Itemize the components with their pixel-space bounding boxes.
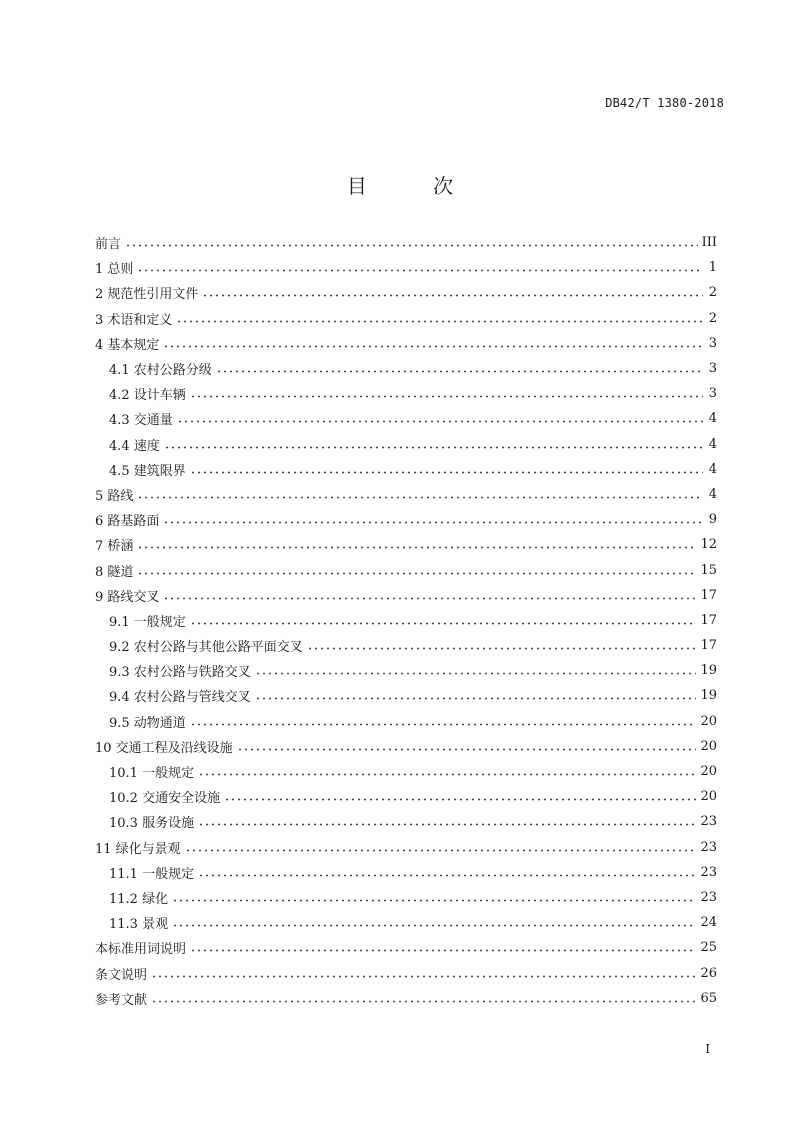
toc-entry[interactable] — [95, 406, 717, 431]
toc-entry-label: 6 路基路面 — [95, 514, 160, 530]
toc-entry-page: 24 — [700, 915, 717, 931]
dot-leader — [190, 949, 696, 952]
toc-entry-page: 1 — [708, 260, 717, 276]
toc-entry-label: 11.3 景观 — [109, 917, 169, 933]
toc-entry-label: 11 绿化与景观 — [95, 841, 181, 857]
dot-leader — [151, 1000, 696, 1003]
toc-entry-page: 2 — [708, 310, 717, 326]
page-title: 目 次 — [346, 174, 484, 198]
toc-entry-label: 7 桥涵 — [95, 539, 134, 555]
dot-leader — [172, 924, 696, 927]
toc-entry[interactable] — [95, 583, 717, 608]
toc-entry[interactable] — [95, 306, 717, 331]
dot-leader — [163, 597, 696, 600]
toc-entry[interactable] — [95, 457, 717, 482]
dot-leader — [151, 975, 696, 978]
toc-entry-page: 4 — [708, 411, 717, 427]
dot-leader — [163, 521, 703, 524]
toc-entry[interactable] — [95, 557, 717, 582]
toc-entry-page: 3 — [708, 386, 717, 402]
toc-entry-label: 10.1 一般规定 — [109, 766, 195, 782]
toc-entry-label: 4.1 农村公路分级 — [109, 363, 212, 379]
toc-entry-page: 25 — [700, 940, 717, 956]
dot-leader — [137, 496, 703, 499]
toc-entry-page: 15 — [700, 562, 717, 578]
toc-entry[interactable] — [95, 230, 717, 255]
dot-leader — [185, 849, 697, 852]
toc-entry-label: 10.3 服务设施 — [109, 816, 195, 832]
toc-entry[interactable] — [95, 960, 717, 985]
page-number: I — [705, 1042, 710, 1056]
toc-entry[interactable] — [95, 532, 717, 557]
dot-leader — [255, 697, 697, 700]
dot-leader — [216, 370, 703, 373]
toc-entry-page: 20 — [700, 713, 717, 729]
toc-entry[interactable] — [95, 255, 717, 280]
toc-entry-label: 本标准用词说明 — [95, 942, 187, 958]
toc-entry-label: 11.1 一般规定 — [109, 866, 195, 882]
toc-entry-page: 23 — [700, 814, 717, 830]
toc-entry-label: 10.2 交通安全设施 — [109, 791, 221, 807]
toc-entry-page: 19 — [700, 663, 717, 679]
toc-entry-label: 4 基本规定 — [95, 337, 160, 353]
toc-entry-page: 17 — [700, 638, 717, 654]
toc-entry-label: 9.5 动物通道 — [109, 715, 186, 731]
toc-entry[interactable] — [95, 608, 717, 633]
toc-entry-page: 23 — [700, 889, 717, 905]
dot-leader — [163, 345, 703, 348]
toc-entry-page: 12 — [700, 537, 717, 553]
toc-entry-label: 条文说明 — [95, 967, 148, 983]
toc-entry[interactable] — [95, 356, 717, 381]
toc-entry-label: 前言 — [95, 237, 122, 253]
toc-entry-page: 4 — [708, 461, 717, 477]
toc-entry-label: 参考文献 — [95, 992, 148, 1008]
toc-entry-label: 4.5 建筑限界 — [109, 463, 186, 479]
toc-entry-page: 17 — [700, 587, 717, 603]
toc-entry[interactable] — [95, 331, 717, 356]
toc-entry-label: 4.4 速度 — [109, 438, 160, 454]
dot-leader — [202, 294, 703, 297]
toc-entry[interactable] — [95, 809, 717, 834]
toc-entry-page: 23 — [700, 864, 717, 880]
dot-leader — [177, 420, 703, 423]
toc-entry-label: 9.2 农村公路与其他公路平面交叉 — [109, 640, 303, 656]
dot-leader — [137, 572, 696, 575]
toc-entry[interactable] — [95, 507, 717, 532]
dot-leader — [237, 748, 697, 751]
toc-entry-label: 4.2 设计车辆 — [109, 388, 186, 404]
dot-leader — [137, 269, 703, 272]
toc-entry-page: 3 — [708, 335, 717, 351]
dot-leader — [137, 546, 696, 549]
toc-entry[interactable] — [95, 683, 717, 708]
toc-entry[interactable] — [95, 381, 717, 406]
toc-entry[interactable] — [95, 759, 717, 784]
dot-leader — [125, 244, 698, 247]
dot-leader — [224, 798, 696, 801]
dot-leader — [198, 773, 696, 776]
dot-leader — [198, 823, 696, 826]
dot-leader — [198, 874, 696, 877]
toc-entry-page: 4 — [708, 486, 717, 502]
dot-leader — [190, 395, 703, 398]
toc-entry[interactable] — [95, 885, 717, 910]
toc-entry[interactable] — [95, 658, 717, 683]
toc-entry-label: 11.2 绿化 — [109, 891, 169, 907]
dot-leader — [164, 446, 703, 449]
toc-entry[interactable] — [95, 280, 717, 305]
toc-entry-page: 20 — [700, 764, 717, 780]
toc-entry-page: 9 — [708, 512, 717, 528]
toc-entry[interactable] — [95, 860, 717, 885]
toc-entry[interactable] — [95, 633, 717, 658]
toc-entry-label: 4.3 交通量 — [109, 413, 173, 429]
toc-entry-page: 65 — [700, 990, 717, 1006]
toc-entry-page: 3 — [708, 361, 717, 377]
document-code: DB42/T 1380-2018 — [605, 96, 724, 110]
dot-leader — [255, 672, 697, 675]
toc-entry-page: 26 — [700, 965, 717, 981]
toc-entry[interactable] — [95, 835, 717, 860]
dot-leader — [190, 723, 697, 726]
table-of-contents — [95, 230, 717, 1011]
toc-entry[interactable] — [95, 784, 717, 809]
toc-entry[interactable] — [95, 986, 717, 1011]
toc-entry-label: 1 总则 — [95, 262, 134, 278]
toc-entry[interactable] — [95, 734, 717, 759]
toc-entry[interactable] — [95, 709, 717, 734]
toc-entry-label: 9.1 一般规定 — [109, 614, 186, 630]
toc-entry-label: 3 术语和定义 — [95, 312, 173, 328]
toc-entry-label: 8 隧道 — [95, 564, 134, 580]
toc-entry-page: 2 — [708, 285, 717, 301]
dot-leader — [307, 647, 697, 650]
toc-entry-label: 9.3 农村公路与铁路交叉 — [109, 665, 251, 681]
toc-entry[interactable] — [95, 910, 717, 935]
toc-entry-page: 17 — [700, 612, 717, 628]
toc-entry[interactable] — [95, 432, 717, 457]
toc-entry-page: 23 — [700, 839, 717, 855]
toc-entry[interactable] — [95, 935, 717, 960]
toc-entry-label: 9.4 农村公路与管线交叉 — [109, 690, 251, 706]
toc-entry-page: 19 — [700, 688, 717, 704]
dot-leader — [190, 471, 703, 474]
dot-leader — [172, 899, 696, 902]
toc-entry[interactable] — [95, 482, 717, 507]
dot-leader — [190, 622, 697, 625]
toc-entry-label: 9 路线交叉 — [95, 589, 160, 605]
toc-entry-label: 2 规范性引用文件 — [95, 287, 199, 303]
toc-entry-page: 4 — [708, 436, 717, 452]
toc-entry-page: III — [701, 235, 717, 251]
toc-entry-page: 20 — [700, 738, 717, 754]
dot-leader — [176, 320, 703, 323]
toc-entry-page: 20 — [700, 789, 717, 805]
toc-entry-label: 10 交通工程及沿线设施 — [95, 740, 233, 756]
toc-entry-label: 5 路线 — [95, 488, 134, 504]
